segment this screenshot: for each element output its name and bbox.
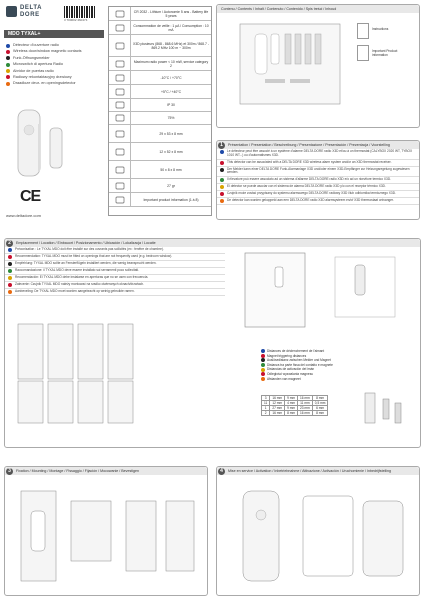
- spec-row: [109, 71, 211, 85]
- activation-illustration: [223, 481, 413, 591]
- translation-text: Czujnik może zostać przypisany do systemu alarmowego DELTA DORE radiowy X3D i/lub odbiornika termicznego X3D.: [227, 191, 396, 196]
- translation-text: Empfehlung: TYXAL MDO sollte an Fensterflügeln installiert werden, die wenig beansprucht werden.: [15, 261, 157, 265]
- spec-row: [109, 85, 211, 99]
- translation-row: [217, 149, 419, 160]
- mounting-illustration: [11, 481, 201, 591]
- device-illustration: [10, 104, 90, 184]
- flag-icon: [220, 185, 224, 189]
- flag-icon: [220, 192, 224, 196]
- table-row: [262, 401, 328, 406]
- distance-labels: [261, 349, 351, 381]
- radio-icon: [109, 35, 131, 56]
- distance-label-text: Distances de déclenchement de l'aimant: [267, 349, 325, 353]
- table-row: [262, 411, 328, 416]
- translation-row: [5, 261, 225, 268]
- table-cell: 16 mm: [298, 396, 313, 401]
- table-cell: 16 mm: [270, 396, 285, 401]
- language-label: Wireless door/window magnetic contacts: [13, 49, 82, 54]
- table-cell: 8 mm: [312, 411, 328, 416]
- spec-row: [109, 112, 211, 125]
- table-cell: 23 mm: [298, 406, 313, 411]
- flag-icon: [220, 161, 224, 165]
- flag-icon: [6, 56, 10, 60]
- spec-value: Important product information (1 à 8): [143, 197, 199, 202]
- table-cell: 8 mm: [312, 396, 328, 401]
- activation-panel: [216, 466, 420, 596]
- mounting-panel: [4, 466, 208, 596]
- translation-row: [217, 167, 419, 178]
- distance-table: [261, 395, 328, 416]
- spec-row: [109, 7, 211, 21]
- step-number: 2: [6, 240, 13, 247]
- delta-dore-logo-mark: [6, 6, 17, 17]
- current-icon: [109, 21, 131, 34]
- translation-text: Recommendation: TYXAL MDO must be fitted on openings that are not frequently used (e.g. bedroom window).: [15, 254, 173, 258]
- presentation-header: [217, 141, 419, 149]
- brand-logo: [6, 6, 64, 28]
- table-cell: 3: [262, 396, 270, 401]
- flag-icon: [6, 63, 10, 67]
- table-cell: 16 mm: [298, 411, 313, 416]
- table-cell: 27 mm: [270, 406, 285, 411]
- translation-row: [5, 275, 225, 282]
- placement-header: [5, 239, 420, 247]
- battery-icon: [109, 7, 131, 20]
- table-cell: 12 mm: [270, 401, 285, 406]
- distance-label-text: Auslösedistanz zwischen Melder und Magnet: [267, 358, 331, 363]
- instructions-icon: [357, 23, 369, 39]
- flag-icon: [8, 269, 12, 273]
- placement-rows: [5, 247, 225, 296]
- language-label: Microswitch di apertura Radio: [13, 62, 64, 67]
- dimension-icon: [109, 161, 131, 178]
- language-item: [6, 43, 106, 48]
- flag-icon: [6, 75, 10, 79]
- contents-illustration: [235, 19, 345, 119]
- distance-label-text: Magnet triggering distances: [267, 353, 307, 358]
- table-row: [262, 396, 328, 401]
- table-cell: 2: [262, 411, 270, 416]
- flag-icon: [8, 248, 12, 252]
- translation-text: Raccomandazione: il TYXAL MDO deve essere installato sui serramenti poco sollecitati.: [15, 268, 140, 272]
- language-item: [6, 81, 106, 86]
- distance-label-text: Odległości wyzwalania magnesu: [267, 371, 314, 376]
- activation-header: [217, 467, 419, 475]
- translation-row: [5, 268, 225, 275]
- distance-label: [261, 377, 351, 382]
- presentation-panel: [216, 140, 420, 220]
- humidity-icon: [109, 112, 131, 124]
- language-item: [6, 62, 106, 67]
- flag-icon: [6, 69, 10, 73]
- spec-row: [109, 99, 211, 112]
- translation-row: [5, 247, 225, 254]
- language-item: [6, 75, 106, 80]
- door-frame-illustrations: [13, 319, 143, 429]
- spec-row: [109, 143, 211, 161]
- translation-row: [5, 282, 225, 289]
- flag-icon: [220, 178, 224, 182]
- table-cell: 0,5 mm: [312, 401, 328, 406]
- storage-icon: [109, 85, 131, 98]
- contents-panel: [216, 4, 420, 128]
- flag-icon: [8, 262, 12, 266]
- translation-text: Aanbeveling: De TYXAL MDO moet worden aangebracht op weinig gebruikte ramen.: [15, 289, 135, 293]
- spec-value: -10°C / +70°C: [160, 75, 182, 80]
- activation-title: Mise en service / Activation / Inbetriebnahme / Attivazione / Activación / Uruchomienie / Inbedrijfstelling: [228, 469, 391, 473]
- language-label: Funk-Öffnungsmelder: [13, 55, 50, 60]
- product-info-label: Important Product information: [372, 49, 398, 57]
- distance-label-text: Distancias de activación del imán: [267, 367, 315, 372]
- flag-icon: [8, 276, 12, 280]
- contents-header: Contenu / Contents / Inhalt / Contenuto / Contenido / Spis treści / Inhoud: [217, 5, 419, 13]
- spec-value: 27 gr: [167, 183, 175, 188]
- spec-value: Maximum radio power < 10 mW, service category 2: [133, 59, 209, 68]
- spec-value: 12 x 52 x 8 mm: [159, 149, 183, 154]
- translation-text: Zalecenie: Czujnik TYXAL MDO należy montować na rzadko otwieranych oknach/drzwiach.: [15, 282, 144, 286]
- flag-icon: [6, 44, 10, 48]
- language-label: Draadloze deur- en openingsdetector: [13, 81, 76, 86]
- website-link[interactable]: www.deltadore.com: [6, 213, 41, 218]
- translation-row: [217, 191, 419, 198]
- spec-row: [109, 35, 211, 57]
- table-cell: 9 mm: [285, 406, 298, 411]
- table-cell: 11: [262, 401, 270, 406]
- spec-value: 50 x 8 x 8 mm: [160, 167, 182, 172]
- language-item: [6, 49, 106, 54]
- translation-row: [217, 198, 419, 205]
- book-icon: [109, 193, 131, 206]
- translation-text: Der Melder kann einer DELTA DORE Funk-Alarmanlage X3D und/oder einem X3D-Empfänger zur Heizungsregelung zugewiesen werden.: [227, 166, 410, 175]
- flag-icon: [220, 150, 224, 154]
- translation-text: Le détecteur peut être associé à un système d'alarme DELTA DORE radio X3D et/ou à un thermostat (CALYBOX 2020 WT, TYBOX 1010 WT...) ou d'automatismes X3D.: [227, 149, 413, 157]
- flag-icon: [8, 255, 12, 259]
- translation-row: [217, 160, 419, 167]
- translation-text: Il rilevatore può essere associato ad un sistema d'allarme DELTA DORE radio X3D e/o ad un ricevitore termico X3D.: [227, 177, 392, 182]
- language-label: Détecteur d'ouverture radio: [13, 43, 59, 47]
- spec-row: [109, 161, 211, 179]
- translation-text: This detector can be associated with a DELTA DORE X3D wireless alarm system and/or an X3D thermostat receiver.: [227, 159, 392, 164]
- step-number: 3: [6, 468, 13, 475]
- spec-row: [109, 179, 211, 193]
- presentation-rows: [217, 149, 419, 205]
- spec-value: Consommation de veille : 1 µA / Consumption : 10 mA: [133, 23, 209, 32]
- ip-icon: [109, 99, 131, 111]
- presentation-title: Présentation / Presentation / Beschreibung / Presentazione / Presentación / Prezentacja / Voorstelling: [228, 143, 390, 147]
- table-cell: 9 mm: [285, 396, 298, 401]
- language-list: [6, 43, 106, 88]
- distance-label-text: Afstanden van magneet: [267, 376, 301, 381]
- flag-icon: [220, 168, 224, 172]
- language-label: Abridor de puertas radio: [13, 68, 54, 73]
- temperature-icon: [109, 71, 131, 84]
- product-info-icon: [357, 45, 369, 61]
- magnet-distance-diagram: [361, 389, 415, 439]
- brand-line1: DELTA: [20, 5, 43, 11]
- translation-row: [5, 254, 225, 261]
- distance-label-text: Distanza tra parte fissa del contatto e magnete: [267, 362, 333, 367]
- language-item: [6, 56, 106, 61]
- spec-value: +5°C / +40°C: [160, 89, 182, 94]
- product-name: MDO TYXAL+: [4, 30, 104, 38]
- translation-row: [217, 184, 419, 191]
- mounting-header: [5, 467, 207, 475]
- translation-text: Recomendación: El TYXAL MDO debe instalarse en aperturas que no se usen con frecuencia.: [15, 275, 149, 279]
- brand-line2: DORE: [20, 12, 40, 18]
- ce-mark: CE: [20, 188, 41, 205]
- spec-value: CR 2032 - Lithium / Autonomie 5 ans - Battery life 5 years: [133, 9, 209, 18]
- translation-text: De detector kan worden gekoppeld aan een DELTA DORE radio X3D alarmsysteem en/of X3D thermostaat ontvanger.: [227, 198, 394, 203]
- weight-icon: [109, 179, 131, 192]
- spec-row: [109, 193, 211, 207]
- flag-icon: [6, 50, 10, 54]
- range-icon: [109, 57, 131, 70]
- flag-icon: [261, 368, 265, 372]
- table-cell: 6 mm: [312, 406, 328, 411]
- step-number: 1: [218, 142, 225, 149]
- translation-text: El detector se puede asociar con el sistema de alarma DELTA DORE radio X3D y/o con el receptor térmico X3D.: [227, 184, 386, 189]
- spec-row: [109, 21, 211, 35]
- table-cell: 16 mm: [270, 411, 285, 416]
- translation-text: Préconisation : Le TYXAL MDO doit être installé sur des ouvrants pas sollicités (ex : fenêtre de chambre).: [15, 247, 164, 251]
- spec-value: 75%: [167, 116, 175, 120]
- language-item: [6, 69, 106, 74]
- placement-title: Emplacement / Location / Einbauort / Posizionamento / Ubicación / Lokalizacja / Locatie: [16, 241, 156, 245]
- table-cell: 8 mm: [285, 411, 298, 416]
- table-cell: 11 mm: [298, 401, 313, 406]
- dimension-icon: [109, 143, 131, 160]
- brand-name: [20, 5, 42, 19]
- spec-row: [109, 125, 211, 143]
- flag-icon: [261, 377, 265, 381]
- table-cell: 4 mm: [285, 401, 298, 406]
- dimension-icon: [109, 125, 131, 142]
- spec-value: X3D plusieurs (868 - 868.6 MHz) et 300m / 868.7 - 869.2 MHz 100 m ~ 300m: [133, 41, 209, 50]
- flag-icon: [8, 283, 12, 287]
- flag-icon: [220, 199, 224, 203]
- translation-row: [217, 177, 419, 184]
- instructions-label: Instructions: [372, 27, 389, 31]
- barcode: [64, 6, 96, 18]
- spec-value: IP 30: [167, 103, 175, 107]
- specifications-table: [108, 6, 212, 216]
- flag-icon: [8, 290, 12, 294]
- language-label: Radiowy rekontaktacyjny drzwiowy: [13, 74, 72, 79]
- step-number: 4: [218, 468, 225, 475]
- placement-panel: [4, 238, 421, 448]
- flag-icon: [6, 82, 10, 86]
- barcode-number: 3 700002 460474: [64, 18, 88, 22]
- translation-row: [5, 289, 225, 296]
- spec-value: 29 x 53 x 8 mm: [159, 131, 183, 136]
- placement-illustration: [235, 251, 415, 331]
- spec-row: [109, 57, 211, 71]
- table-cell: 1: [262, 406, 270, 411]
- mounting-title: Fixation / Mounting / Montage / Fissaggio / Fijación / Mocowanie / Bevestigen: [16, 469, 140, 473]
- table-row: [262, 406, 328, 411]
- flag-icon: [261, 354, 265, 358]
